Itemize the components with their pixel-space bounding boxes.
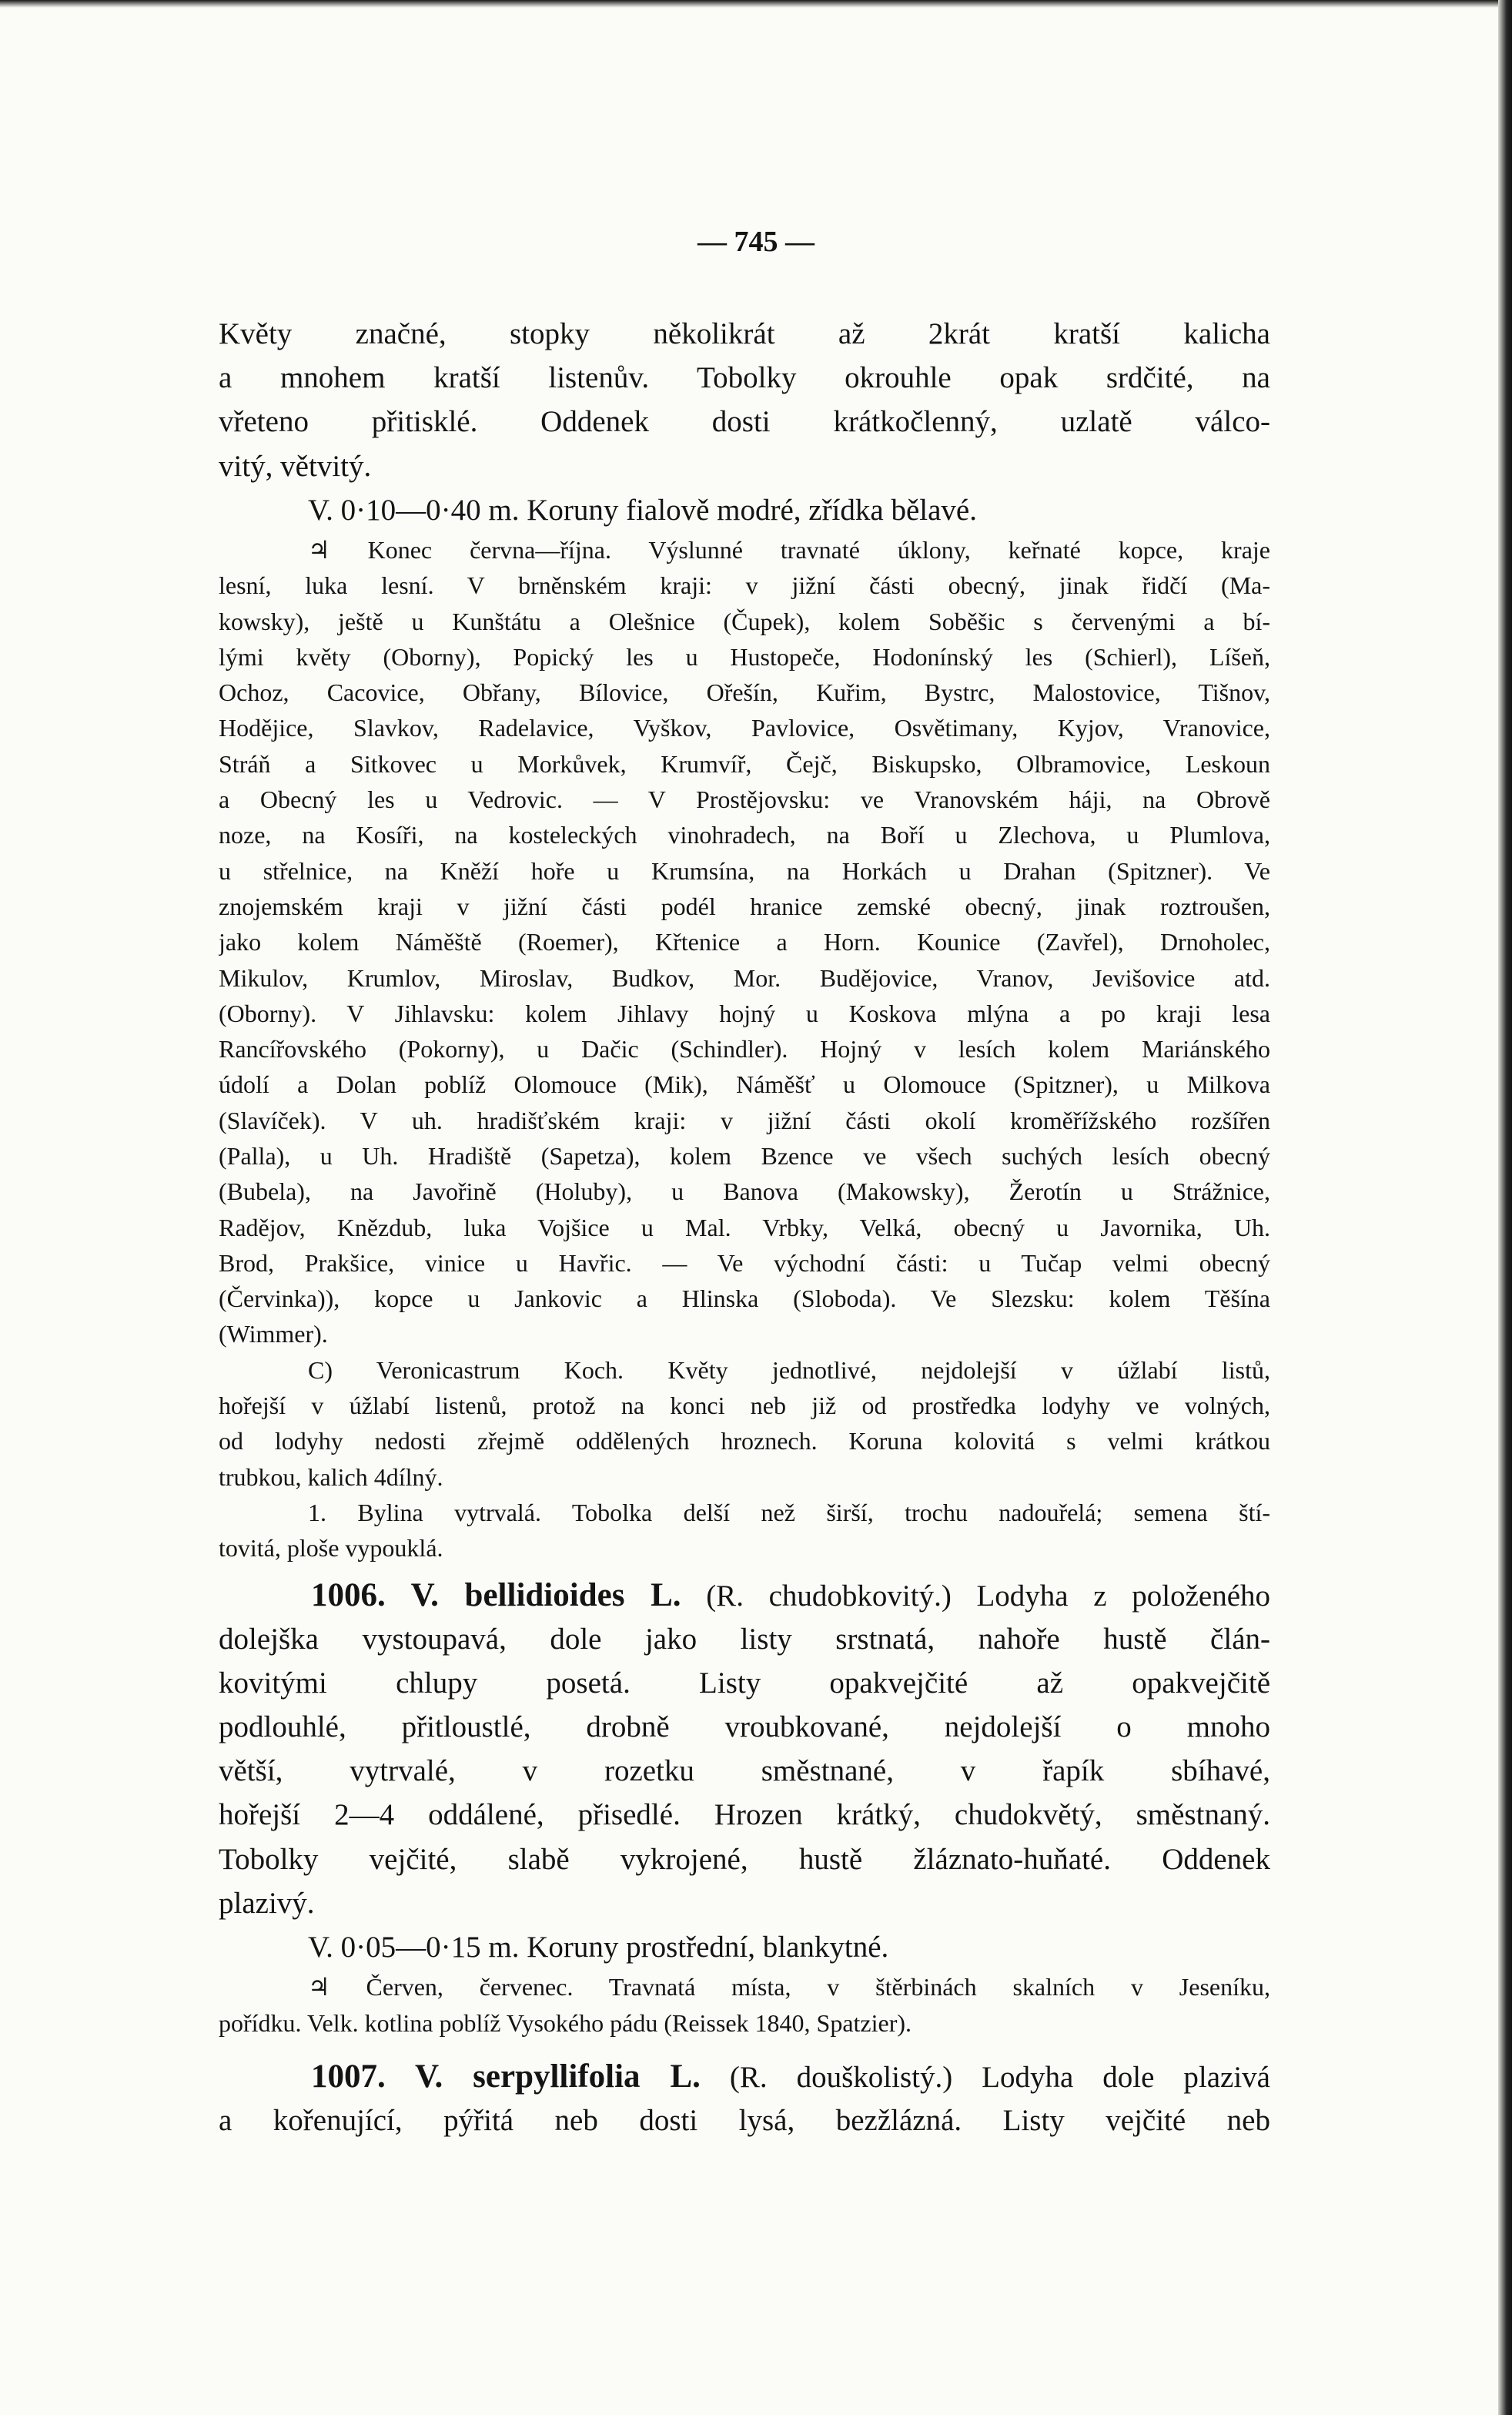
species-heading-1006: 1006. V. bellidioides L. (R. chudobkovitý.) Lodyha z položeného <box>311 1576 1270 1613</box>
text-line: a kořenující, pýřitá neb dosti lysá, bezžlázná. Listy vejčité neb <box>219 2104 1270 2138</box>
text-line: kovitými chlupy posetá. Listy opakvejčité až opakvejčitě <box>219 1666 1270 1700</box>
text-line: C) Veronicastrum Koch. Květy jednotlivé, nejdolejší v úžlabí listů, <box>308 1355 1270 1384</box>
text-line: Ochoz, Cacovice, Obřany, Bílovice, Ořešín, Kuřim, Bystrc, Malostovice, Tišnov, <box>219 678 1270 707</box>
text-line: lesní, luka lesní. V brněnském kraji: v jižní části obecný, jinak řidčí (Ma- <box>219 571 1270 600</box>
species-name: 1006. V. bellidioides L. <box>311 1576 681 1613</box>
text-line: vitý, větvitý. <box>219 449 372 483</box>
text-line: (Bubela), na Javořině (Holuby), u Banova (Makowsky), Žerotín u Strážnice, <box>219 1177 1270 1206</box>
text-line: noze, na Kosíři, na kosteleckých vinohradech, na Boří u Zlechova, u Plumlova, <box>219 821 1270 849</box>
body-text <box>219 312 1270 2142</box>
text-line: (Palla), u Uh. Hradiště (Sapetza), kolem Bzence ve všech suchých lesích obecný <box>219 1141 1270 1170</box>
text-line: dolejška vystoupavá, dole jako listy srstnatá, nahoře hustě člán- <box>219 1622 1270 1656</box>
text-line: Rancířovského (Pokorny), u Dačic (Schindler). Hojný v lesích kolem Mariánského <box>219 1035 1270 1063</box>
scan-top-edge <box>0 0 1512 8</box>
text-line: znojemském kraji v jižní části podél hranice zemské obecný, jinak roztroušen, <box>219 892 1270 920</box>
text-line: tovitá, ploše vypouklá. <box>219 1534 443 1563</box>
text-line: hořejší v úžlabí listenů, protož na konci neb již od prostředka lodyhy ve volných, <box>219 1392 1270 1420</box>
text-line: V. 0·05—0·15 m. Koruny prostřední, blankytné. <box>308 1931 889 1964</box>
spacer <box>219 1566 1270 1573</box>
text-line: (Oborny). V Jihlavsku: kolem Jihlavy hojný u Koskova mlýna a po kraji lesa <box>219 999 1270 1027</box>
text-line: Hodějice, Slavkov, Radelavice, Vyškov, Pavlovice, Osvětimany, Kyjov, Vranovice, <box>219 714 1270 742</box>
text-line: údolí a Dolan poblíž Olomouce (Mik), Náměšť u Olomouce (Spitzner), u Milkova <box>219 1070 1270 1099</box>
text-line: a Obecný les u Vedrovic. — V Prostějovsku: ve Vranovském háji, na Obrově <box>219 785 1270 814</box>
text-line: Stráň a Sitkovec u Morkůvek, Krumvíř, Čejč, Biskupsko, Olbramovice, Leskoun <box>219 749 1270 778</box>
text-line: jako kolem Náměště (Roemer), Křtenice a Horn. Kounice (Zavřel), Drnoholec, <box>219 928 1270 956</box>
species-name: 1007. V. serpyllifolia L. <box>311 2058 701 2095</box>
text-line: a mnohem kratší listenův. Tobolky okrouhle opak srdčité, na <box>219 361 1270 395</box>
text-line: Radějov, Knězdub, luka Vojšice u Mal. Vrbky, Velká, obecný u Javornika, Uh. <box>219 1213 1270 1241</box>
text-line: 1. Bylina vytrvalá. Tobolka delší než širší, trochu nadouřelá; semena ští- <box>308 1498 1270 1526</box>
spacer <box>219 2041 1270 2055</box>
text-line: od lodyhy nedosti zřejmě oddělených hroznech. Koruna kolovitá s velmi krátkou <box>219 1427 1270 1455</box>
page-number: — 745 — <box>697 226 815 258</box>
text-line: kowsky), ještě u Kunštátu a Olešnice (Čupek), kolem Soběšic s červenými a bí- <box>219 607 1270 635</box>
text-line: (Slavíček). V uh. hradišťském kraji: v jižní části okolí kroměřížského rozšířen <box>219 1106 1270 1134</box>
text-line: u střelnice, na Kněží hoře u Krumsína, na Horkách u Drahan (Spitzner). Ve <box>219 856 1270 885</box>
text-line: hořejší 2—4 oddálené, přisedlé. Hrozen krátký, chudokvětý, směstnaný. <box>219 1798 1270 1832</box>
text-line: Brod, Prakšice, vinice u Havřic. — Ve východní části: u Tučap velmi obecný <box>219 1248 1270 1277</box>
text-line: lými květy (Oborny), Popický les u Hustopeče, Hodonínský les (Schierl), Líšeň, <box>219 642 1270 671</box>
text-line: (Wimmer). <box>219 1320 328 1348</box>
text-line: (Červinka)), kopce u Jankovic a Hlinska (Sloboda). Ve Slezsku: kolem Těšína <box>219 1285 1270 1313</box>
text-line: Tobolky vejčité, slabě vykrojené, hustě žláznato-huňaté. Oddenek <box>219 1842 1270 1876</box>
text-line: pořídku. Velk. kotlina poblíž Vysokého pádu (Reissek 1840, Spatzier). <box>219 2008 912 2037</box>
text-line: trubkou, kalich 4dílný. <box>219 1462 443 1491</box>
text-line: ♃ Konec června—října. Výslunné travnaté úklony, keřnaté kopce, kraje <box>308 535 1270 564</box>
scan-right-edge <box>1498 0 1512 2415</box>
text-line: Mikulov, Krumlov, Miroslav, Budkov, Mor. Budějovice, Vranov, Jevišovice atd. <box>219 963 1270 992</box>
text-line: větší, vytrvalé, v rozetku směstnané, v řapík sbíhavé, <box>219 1754 1270 1788</box>
text-line: V. 0·10—0·40 m. Koruny fialově modré, zřídka bělavé. <box>308 493 977 527</box>
species-heading-1007: 1007. V. serpyllifolia L. (R. douškolistý.) Lodyha dole plazivá <box>311 2058 1270 2095</box>
text-line: plazivý. <box>219 1886 315 1920</box>
text-line: vřeteno přitisklé. Oddenek dosti krátkočlenný, uzlatě válco- <box>219 405 1270 439</box>
text-line: podlouhlé, přitloustlé, drobně vroubkované, nejdolejší o mnoho <box>219 1710 1270 1744</box>
text-line: ♃ Červen, červenec. Travnatá místa, v štěrbinách skalních v Jeseníku, <box>308 1973 1270 2001</box>
text-line: Květy značné, stopky několikrát až 2krát kratší kalicha <box>219 317 1270 350</box>
